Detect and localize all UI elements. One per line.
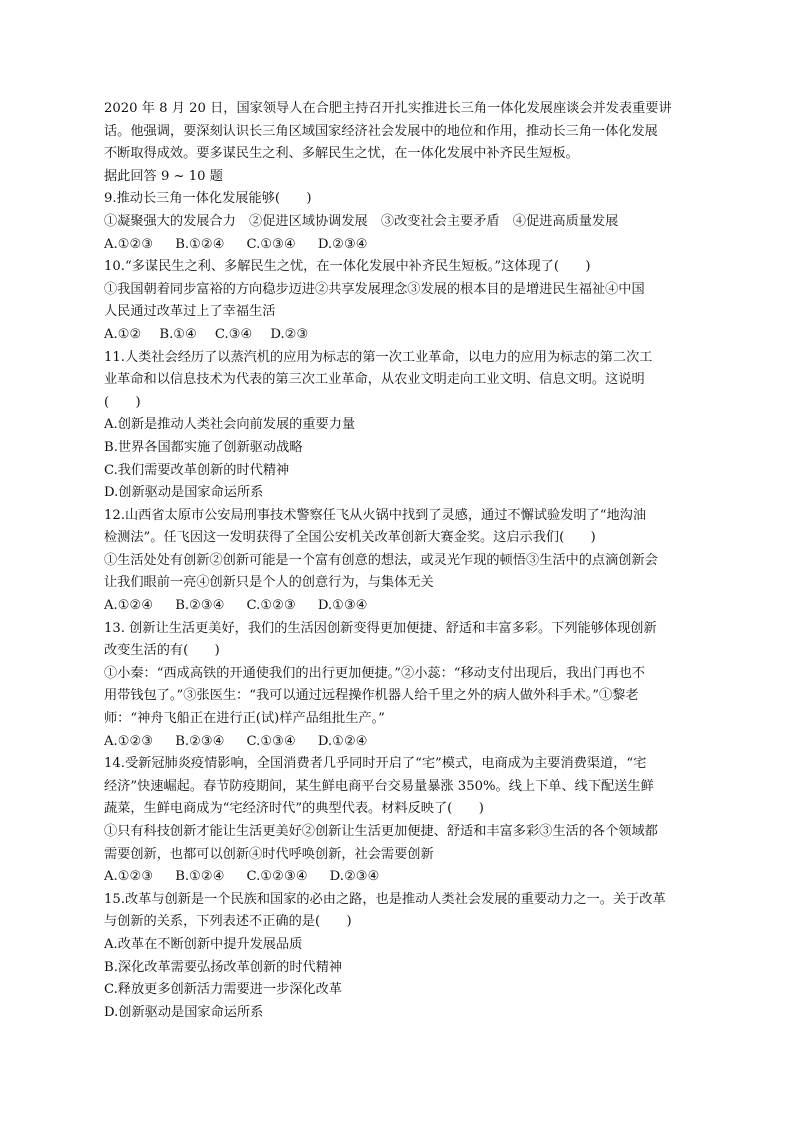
- option-a[interactable]: A.①②③: [104, 733, 154, 749]
- choice-b[interactable]: B.世界各国都实施了创新驱动战略: [104, 439, 303, 455]
- exam-page: [104, 98, 704, 1024]
- question-stem: 9.推动长三角一体化发展能够( ): [104, 191, 312, 207]
- option-b[interactable]: B.②③④: [175, 598, 225, 614]
- question-9: [104, 188, 704, 256]
- question-stem: 10.“多谋民生之利、多解民生之忧，在一体化发展中补齐民生短板。”这体现了( ): [104, 259, 591, 275]
- question-stem: 蔬菜，生鲜电商成为“宅经济时代”的典型代表。材料反映了( ): [104, 801, 484, 817]
- choice-c[interactable]: C.释放更多创新活力需要进一步深化改革: [104, 982, 342, 998]
- option-a[interactable]: A.①②④: [104, 598, 154, 614]
- intro-instruction: 据此回答 9 ~ 10 题: [104, 168, 223, 184]
- choice-b[interactable]: B.深化改革需要弘扬改革创新的时代精神: [104, 959, 343, 975]
- answer-options: [104, 234, 704, 257]
- question-stem: 改变生活的有( ): [104, 643, 220, 659]
- question-11: [104, 347, 704, 505]
- option-c[interactable]: C.①②③: [246, 598, 296, 614]
- question-15: [104, 889, 704, 1025]
- option-d[interactable]: D.②③④: [329, 869, 380, 885]
- question-items: ①生活处处有创新②创新可能是一个富有创意的想法，或灵光乍现的顿悟③生活中的点滴创新会: [104, 552, 658, 568]
- choice-a[interactable]: A.改革在不断创新中提升发展品质: [104, 936, 303, 952]
- option-d[interactable]: D.①②④: [317, 733, 368, 749]
- question-stem: 15.改革与创新是一个民族和国家的必由之路，也是推动人类社会发展的重要动力之一。关于改革: [104, 891, 666, 907]
- choice-d[interactable]: D.创新驱动是国家命运所系: [104, 485, 264, 501]
- question-items: 师：“神舟飞船正在进行正(试)样产品组批生产。”: [104, 711, 385, 727]
- intro-line: 不断取得成效。要多谋民生之利、多解民生之忧，在一体化发展中补齐民生短板。: [104, 146, 579, 162]
- question-items: ①只有科技创新才能让生活更美好②创新让生活更加便捷、舒适和丰富多彩③生活的各个领域都: [104, 824, 658, 839]
- answer-options: [104, 595, 704, 618]
- question-items: 让我们眼前一亮④创新只是个人的创意行为，与集体无关: [104, 575, 434, 591]
- question-items: ①凝聚强大的发展合力 ②促进区域协调发展 ③改变社会主要矛盾 ④促进高质量发展: [104, 213, 619, 229]
- question-stem: 检测法”。任飞因这一发明获得了全国公安机关改革创新大赛金奖。这启示我们( ): [104, 530, 596, 546]
- option-d[interactable]: D.②③④: [317, 236, 368, 252]
- question-10: [104, 256, 704, 346]
- intro-passage: [104, 98, 704, 188]
- choice-a[interactable]: A.创新是推动人类社会向前发展的重要力量: [104, 417, 356, 433]
- option-c[interactable]: C.①③④: [246, 236, 296, 252]
- option-d[interactable]: D.①③④: [317, 598, 368, 614]
- question-items: ①我国朝着同步富裕的方向稳步迈进②共享发展理念③发展的根本目的是增进民生福祉④中国: [104, 281, 645, 297]
- question-items: 人民通过改革过上了幸福生活: [104, 304, 276, 320]
- question-stem: 经济”快速崛起。春节防疫期间，某生鲜电商平台交易量暴涨 350%。线上下单、线下配送生鲜: [104, 778, 654, 794]
- intro-line: 2020 年 8 月 20 日，国家领导人在合肥主持召开扎实推进长三角一体化发展座谈会并发表重要讲: [104, 101, 672, 116]
- option-b[interactable]: B.②③④: [175, 733, 225, 749]
- question-stem: 13. 创新让生活更美好，我们的生活因创新变得更加便捷、舒适和丰富多彩。下列能够体现创新: [104, 620, 657, 636]
- question-stem: ( ): [104, 394, 141, 410]
- question-items: 需要创新，也都可以创新④时代呼唤创新，社会需要创新: [104, 846, 434, 862]
- question-13: [104, 618, 704, 754]
- question-12: [104, 505, 704, 618]
- option-b[interactable]: B.①②④: [175, 869, 225, 885]
- choice-c[interactable]: C.我们需要改革创新的时代精神: [104, 462, 290, 478]
- question-items: 用带钱包了。”③张医生：“我可以通过远程操作机器人给千里之外的病人做外科手术。”①黎老: [104, 688, 639, 704]
- option-c[interactable]: C.①②③④: [246, 869, 308, 885]
- option-a[interactable]: A.①②③: [104, 236, 154, 252]
- answer-options: [104, 866, 704, 889]
- choice-d[interactable]: D.创新驱动是国家命运所系: [104, 1004, 264, 1020]
- option-b[interactable]: B.①②④: [175, 236, 225, 252]
- question-stem: 业革命和以信息技术为代表的第三次工业革命，从农业文明走向工业文明、信息文明。这说明: [104, 372, 645, 388]
- question-14: [104, 753, 704, 889]
- option-a[interactable]: A.①②: [104, 326, 142, 342]
- option-b[interactable]: B.①④: [159, 326, 197, 342]
- option-d[interactable]: D.②③: [270, 326, 309, 342]
- option-c[interactable]: C.①③④: [246, 733, 296, 749]
- answer-options: [104, 324, 704, 347]
- question-items: ①小秦：“西成高铁的开通使我们的出行更加便捷。”②小蕊：“移动支付出现后，我出门再也不: [104, 665, 646, 681]
- option-a[interactable]: A.①②③: [104, 869, 154, 885]
- intro-line: 话。他强调，要深刻认识长三角区域国家经济社会发展中的地位和作用，推动长三角一体化发展: [104, 123, 658, 139]
- question-stem: 14.受新冠肺炎疫情影响，全国消费者几乎同时开启了“宅”模式，电商成为主要消费渠道，“宅: [104, 756, 647, 772]
- question-stem: 12.山西省太原市公安局刑事技术警察任飞从火锅中找到了灵感，通过不懈试验发明了“地沟油: [104, 507, 647, 523]
- option-c[interactable]: C.③④: [214, 326, 253, 342]
- answer-options: [104, 731, 704, 754]
- question-stem: 11.人类社会经历了以蒸汽机的应用为标志的第一次工业革命，以电力的应用为标志的第二次工: [104, 349, 653, 365]
- question-stem: 与创新的关系，下列表述不正确的是( ): [104, 914, 352, 930]
